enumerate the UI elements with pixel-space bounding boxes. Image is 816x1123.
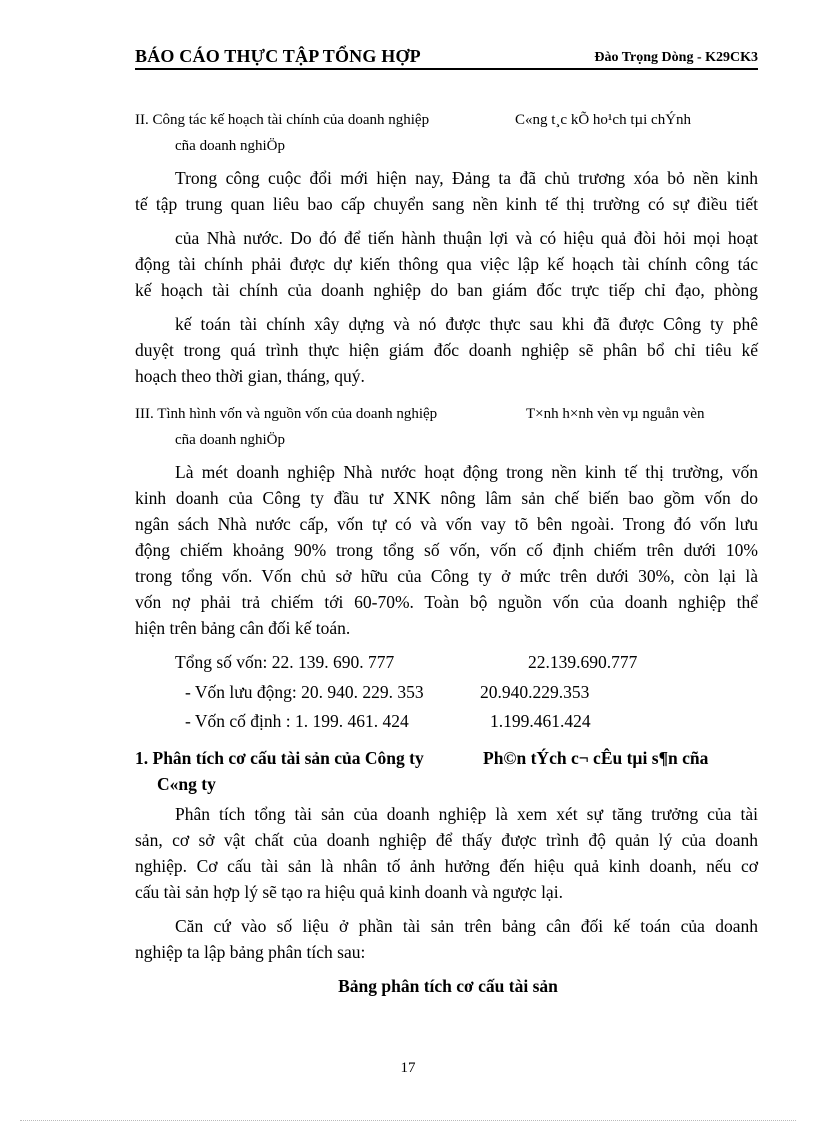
section-1-garbled-heading: Ph©n tÝch c¬ cÊu tµi s¶n cña bbox=[483, 748, 709, 768]
section-2-para1-line1: Trong công cuộc đổi mới hiện nay, Đảng ta đã chủ trương xóa bỏ nền kinh bbox=[175, 168, 758, 188]
section-1-para2-line: Căn cứ vào số liệu ở phần tài sản trên bảng cân đối kế toán của doanh bbox=[175, 916, 758, 936]
section-2-garbled-heading-line2: cña doanh nghiÖp bbox=[175, 138, 285, 154]
table-title: Bảng phân tích cơ cấu tài sản bbox=[338, 976, 558, 996]
section-1-para1-line: sản, cơ sở vật chất của doanh nghiệp để thấy được trình độ quản lý của doanh bbox=[135, 830, 758, 850]
report-title: BÁO CÁO THỰC TẬP TỔNG HỢP bbox=[135, 46, 421, 66]
section-3-para-line: Là mét doanh nghiệp Nhà nước hoạt động trong nền kinh tế thị trường, vốn bbox=[175, 462, 758, 482]
section-2-heading: II. Công tác kế hoạch tài chính của doanh nghiệp bbox=[135, 112, 430, 128]
section-1-para1-line: cấu tài sản hợp lý sẽ tạo ra hiệu quả kinh doanh và ngược lại. bbox=[135, 882, 563, 902]
section-2-para2-line1: của Nhà nước. Do đó để tiến hành thuận lợi và có hiệu quả đòi hỏi mọi hoạt bbox=[175, 228, 758, 248]
fixed-capital-value: 1.199.461.424 bbox=[490, 711, 591, 731]
section-2-para2-line2: động tài chính phải được dự kiến thông qua việc lập kế hoạch tài chính công tác bbox=[135, 254, 758, 274]
section-2-garbled-heading: C«ng t¸c kÕ ho¹ch tµi chÝnh bbox=[515, 112, 692, 128]
section-3-garbled-heading-line2: cña doanh nghiÖp bbox=[175, 432, 285, 448]
page-bottom-rule bbox=[20, 1120, 796, 1121]
section-3-para-line: kinh doanh của Công ty đầu tư XNK nông lâm sản chế biến bao gồm vốn do bbox=[135, 488, 758, 508]
section-3-para-line: động chiếm khoảng 90% trong tổng số vốn, vốn cố định chiếm trên dưới 10% bbox=[135, 540, 758, 560]
section-1-garbled-heading-line2: C«ng ty bbox=[157, 774, 216, 794]
section-2-para3-line2: duyệt trong quá trình thực hiện giám đốc doanh nghiệp sẽ phân bổ chỉ tiêu kế bbox=[135, 340, 758, 360]
author-label: Đào Trọng Dòng - K29CK3 bbox=[594, 50, 758, 65]
section-2-para3-line3: hoạch theo thời gian, tháng, quý. bbox=[135, 366, 365, 386]
fixed-capital-label: - Vốn cố định : 1. 199. 461. 424 bbox=[185, 711, 409, 731]
section-1-para1-line: Phân tích tổng tài sản của doanh nghiệp là xem xét sự tăng trưởng của tài bbox=[175, 804, 758, 824]
section-2-para1-line2: tế tập trung quan liêu bao cấp chuyển sang nền kinh tế thị trường có sự điều tiết bbox=[135, 194, 758, 214]
working-capital-label: - Vốn lưu động: 20. 940. 229. 353 bbox=[185, 682, 424, 702]
section-3-para-line: trong tổng vốn. Vốn chủ sở hữu của Công ty ở mức trên dưới 30%, còn lại là bbox=[135, 566, 758, 586]
page-number: 17 bbox=[400, 1060, 416, 1076]
section-2-para2-line3: kế hoạch tài chính của doanh nghiệp do ban giám đốc trực tiếp chỉ đạo, phòng bbox=[135, 280, 758, 300]
section-1-para2-line: nghiệp ta lập bảng phân tích sau: bbox=[135, 942, 366, 962]
section-3-garbled-heading: T×nh h×nh vèn vµ nguån vèn bbox=[526, 406, 705, 422]
total-capital-label: Tổng số vốn: 22. 139. 690. 777 bbox=[175, 652, 395, 672]
page-header bbox=[135, 44, 758, 70]
section-2-para3-line1: kế toán tài chính xây dựng và nó được thực sau khi đã được Công ty phê bbox=[175, 314, 758, 334]
section-1-para1-line: nghiệp. Cơ cấu tài sản là nhân tố ảnh hưởng đến hiệu quả kinh doanh, nếu cơ bbox=[135, 856, 758, 876]
total-capital-value: 22.139.690.777 bbox=[528, 652, 638, 672]
section-3-para-line: ngân sách Nhà nước cấp, vốn tự có và vốn vay tõ bên ngoài. Trong đó vốn lưu bbox=[135, 514, 758, 534]
section-1-heading: 1. Phân tích cơ cấu tài sản của Công ty bbox=[135, 748, 424, 768]
working-capital-value: 20.940.229.353 bbox=[480, 682, 590, 702]
section-3-heading: III. Tình hình vốn và nguồn vốn của doanh nghiệp bbox=[135, 406, 438, 422]
section-3-para-line: hiện trên bảng cân đối kế toán. bbox=[135, 618, 351, 638]
section-3-para-line: vốn nợ phải trả chiếm tới 60-70%. Toàn bộ nguồn vốn của doanh nghiệp thể bbox=[135, 592, 758, 612]
